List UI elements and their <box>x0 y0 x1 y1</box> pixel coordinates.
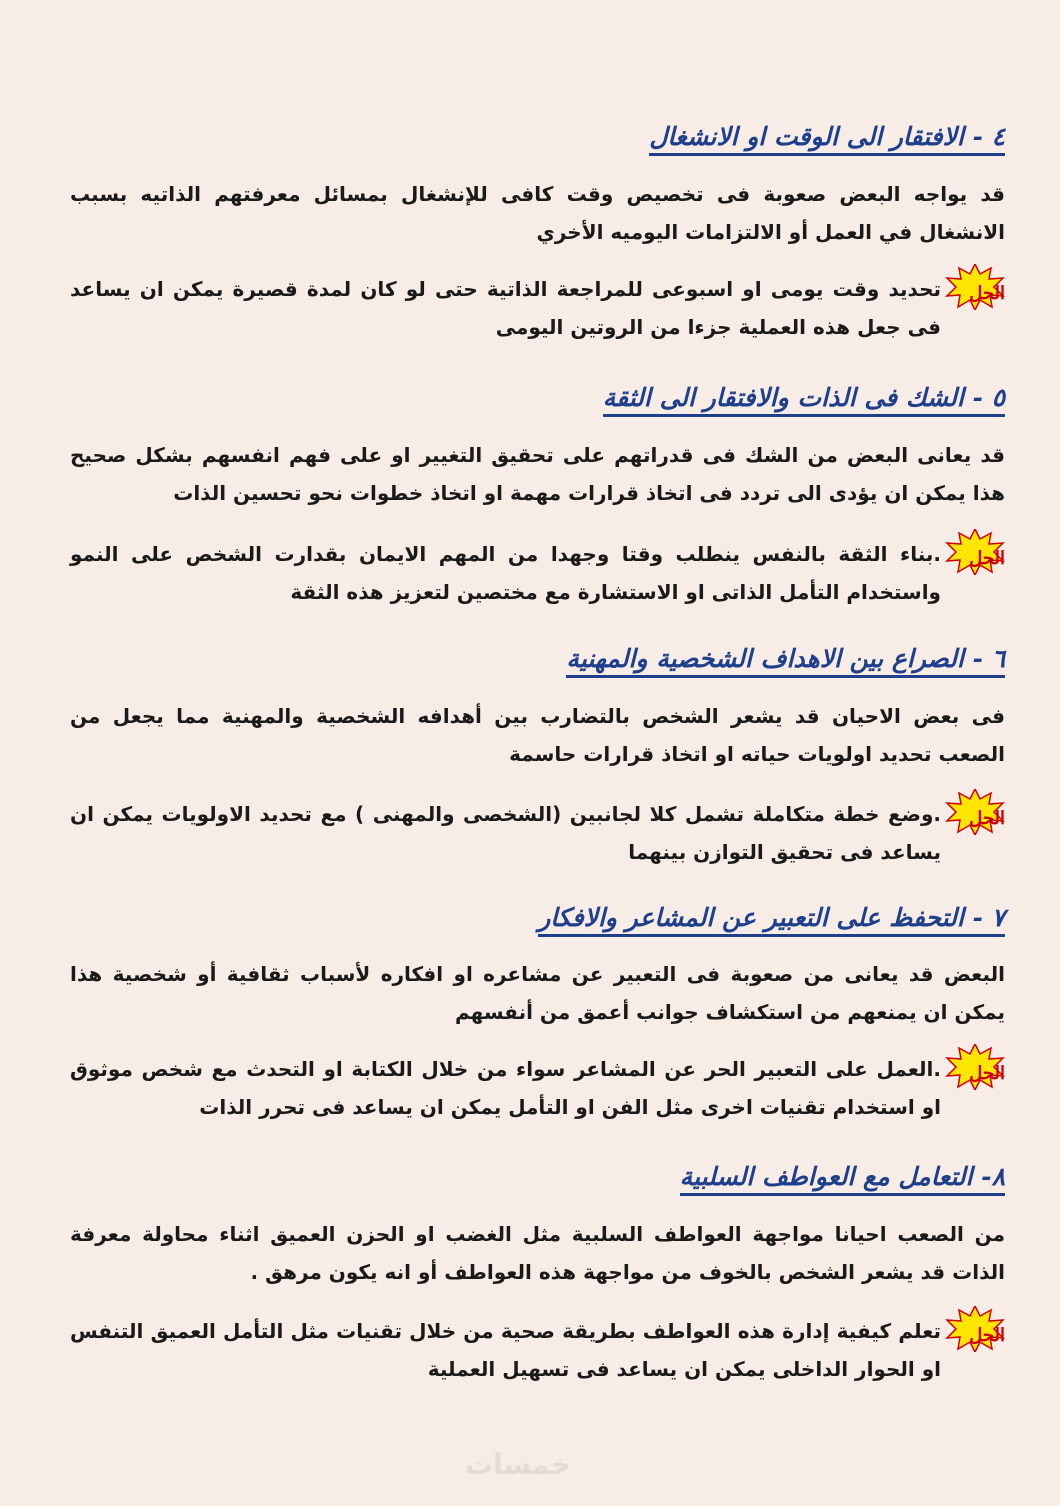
solution-text: .العمل على التعبير الحر عن المشاعر سواء من خلال الكتابة او التحدث مع شخص موثوق او استخدام تقنيات اخرى مثل الفن او التأمل يمكن ان يساعد فى تحرر الذات <box>70 1057 941 1119</box>
problem-paragraph: فى بعض الاحيان قد يشعر الشخص بالتضارب بين أهدافه الشخصية والمهنية مما يجعل من الصعب تحديد اولويات حياته او اتخاذ قرارات حاسمة <box>70 704 1005 766</box>
solution-badge <box>945 1306 1005 1352</box>
solution-paragraph <box>70 795 1005 871</box>
section-heading: ٨- التعامل مع العواطف السلبية <box>680 1162 1005 1196</box>
section-heading: ٧ - التحفظ على التعبير عن المشاعر والافكار <box>538 903 1005 937</box>
solution-badge <box>945 529 1005 575</box>
badge-label: الحل <box>969 548 1005 569</box>
solution-paragraph <box>70 1050 1005 1126</box>
solution-badge <box>945 789 1005 835</box>
solution-badge <box>945 1044 1005 1090</box>
section-heading: ٦ - الصراع بين الاهداف الشخصية والمهنية <box>566 644 1005 678</box>
solution-badge <box>945 264 1005 310</box>
problem-paragraph: قد يعانى البعض من الشك فى قدراتهم على تحقيق التغيير او على فهم انفسهم بشكل صحيح هذا يمكن ان يؤدى الى تردد فى اتخاذ قرارات مهمة او اتخاذ خطوات نحو تحسين الذات <box>70 443 1005 505</box>
section-heading: ٥ - الشك فى الذات والافتقار الى الثقة <box>603 383 1005 417</box>
problem-paragraph: من الصعب احيانا مواجهة العواطف السلبية مثل الغضب او الحزن العميق اثناء محاولة معرفة الذات قد يشعر الشخص بالخوف من مواجهة هذه العواطف أو انه يكون مرهق . <box>70 1222 1005 1284</box>
solution-paragraph <box>70 535 1005 611</box>
section-heading: ٤ - الافتقار الى الوقت او الانشغال <box>649 122 1005 156</box>
watermark: خمسات <box>465 1448 572 1481</box>
problem-paragraph: قد يواجه البعض صعوبة فى تخصيص وقت كافى للإنشغال بمسائل معرفتهم الذاتيه بسبب الانشغال في العمل أو الالتزامات اليوميه الأخري <box>70 182 1005 244</box>
solution-text: تعلم كيفية إدارة هذه العواطف بطريقة صحية من خلال تقنيات مثل التأمل العميق التنفس او الحوار الداخلى يمكن ان يساعد فى تسهيل العملية <box>70 1319 941 1381</box>
solution-paragraph <box>70 1312 1005 1388</box>
badge-label: الحل <box>969 283 1005 304</box>
solution-paragraph <box>70 270 1005 346</box>
solution-text: تحديد وقت يومى او اسبوعى للمراجعة الذاتية حتى لو كان لمدة قصيرة يمكن ان يساعد فى جعل هذه العملية جزءا من الروتين اليومى <box>70 277 941 339</box>
solution-text: .بناء الثقة بالنفس ينطلب وقتا وجهدا من المهم الايمان بقدارت الشخص على النمو واستخدام التأمل الذاتى او الاستشارة مع مختصين لتعزيز هذه الثقة <box>70 542 941 604</box>
badge-label: الحل <box>969 1325 1005 1346</box>
badge-label: الحل <box>969 1063 1005 1084</box>
problem-paragraph: البعض قد يعانى من صعوبة فى التعبير عن مشاعره او افكاره لأسباب ثقافية أو شخصية هذا يمكن ان يمنعهم من استكشاف جوانب أعمق من أنفسهم <box>70 962 1005 1024</box>
solution-text: .وضع خطة متكاملة تشمل كلا لجانبين (الشخصى والمهنى ) مع تحديد الاولويات يمكن ان يساعد فى تحقيق التوازن بينهما <box>70 802 941 864</box>
badge-label: الحل <box>969 808 1005 829</box>
